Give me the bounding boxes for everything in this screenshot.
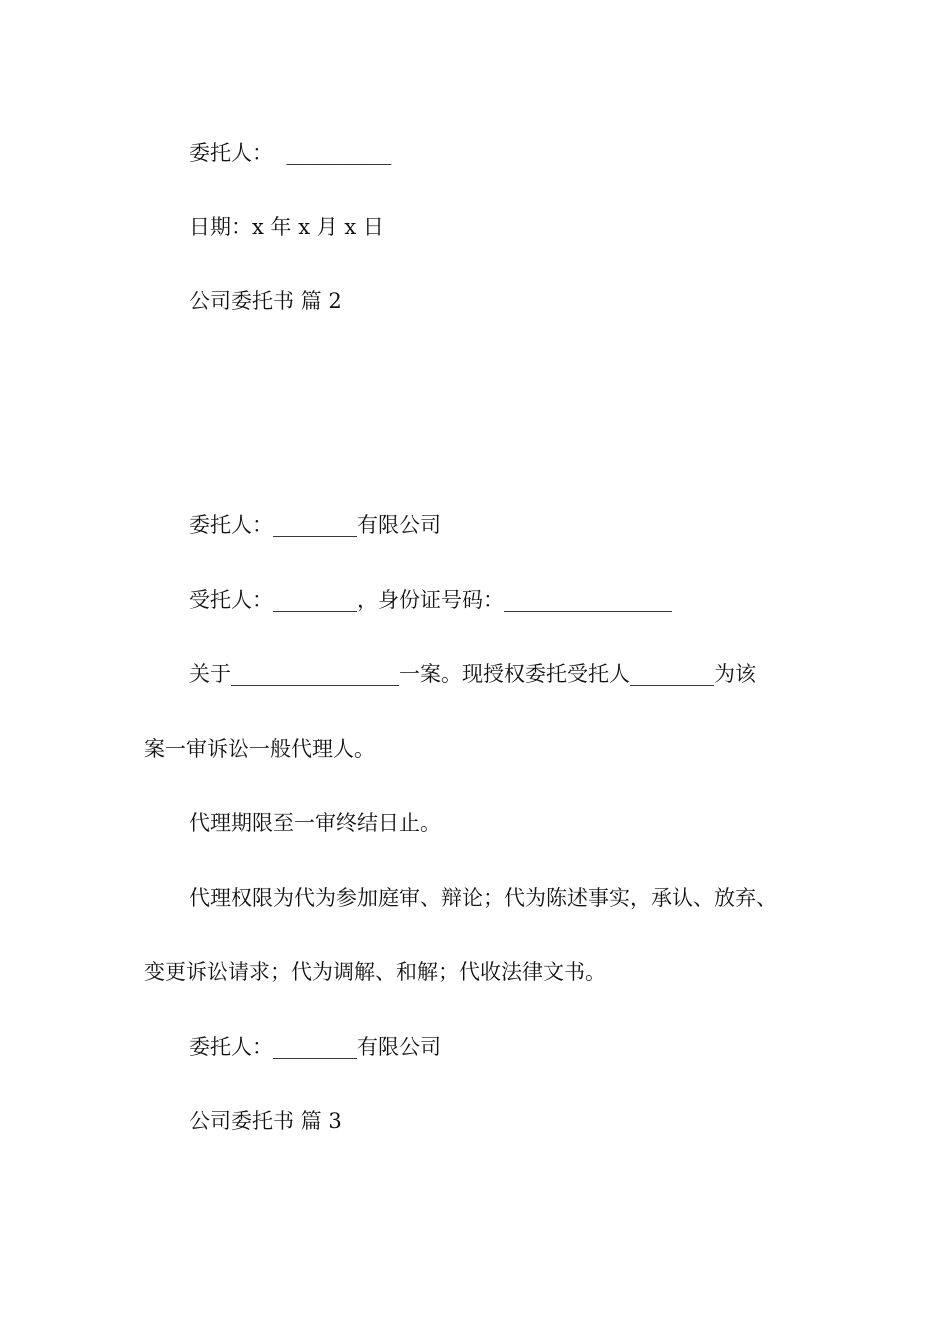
section-heading-2: 公司委托书 篇 2 [189,289,342,313]
scope-line-1: 代理权限为代为参加庭审、辩论；代为陈述事实，承认、放弃、 [189,886,777,910]
authorization-line-2: 案一审诉讼一般代理人。 [144,737,375,761]
section-heading-3: 公司委托书 篇 3 [189,1109,342,1133]
date-line: 日期：x 年 x 月 x 日 [189,215,384,239]
authorization-line-1: 关于________________一案。现授权委托受托人________为该 [189,662,756,686]
agent-line: 受托人：________，身份证号码：________________ [189,588,672,612]
scope-line-2: 变更诉讼请求；代为调解、和解；代收法律文书。 [144,960,606,984]
principal-signature-line: 委托人：________有限公司 [189,1035,441,1059]
principal-company-line: 委托人：________有限公司 [189,513,441,537]
term-line: 代理期限至一审终结日止。 [189,811,441,835]
principal-line: 委托人： __________ [189,141,392,165]
